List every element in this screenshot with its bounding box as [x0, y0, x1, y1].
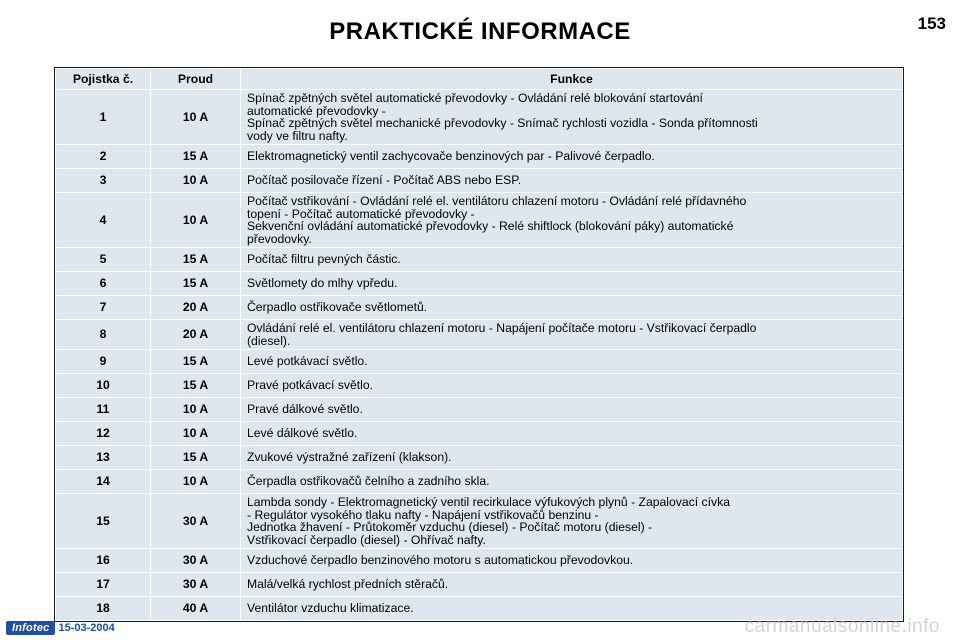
header-function: Funkce — [241, 69, 903, 90]
function-line: Jednotka žhavení - Průtokoměr vzduchu (diesel) - Počítač motoru (diesel) - — [247, 520, 653, 534]
fuse-current: 15 A — [151, 272, 241, 296]
fuse-number: 7 — [56, 296, 151, 320]
table-header-row — [56, 69, 903, 90]
page-title: PRAKTICKÉ INFORMACE — [329, 18, 631, 45]
table-row — [56, 350, 903, 374]
function-line: Levé potkávací světlo. — [247, 354, 368, 369]
fuse-number: 6 — [56, 272, 151, 296]
fuse-number: 18 — [56, 597, 151, 621]
fuse-number: 14 — [56, 470, 151, 494]
table-row — [56, 573, 903, 597]
fuse-number: 8 — [56, 320, 151, 350]
print-date: 15-03-2004 — [58, 622, 115, 634]
fuse-current: 10 A — [151, 90, 241, 145]
fuse-table — [55, 68, 903, 621]
fuse-number: 1 — [56, 90, 151, 145]
fuse-number: 17 — [56, 573, 151, 597]
fuse-current: 10 A — [151, 470, 241, 494]
table-row — [56, 320, 903, 350]
fuse-current: 15 A — [151, 446, 241, 470]
function-line: topení - Počítač automatické převodovky - — [247, 206, 475, 221]
function-line: Vstřikovací čerpadlo (diesel) - Ohřívač nafty. — [247, 532, 486, 547]
function-line: Zvukové výstražné zařízení (klakson). — [247, 450, 452, 465]
function-line: vody ve filtru nafty. — [247, 128, 348, 143]
function-line: Spínač zpětných světel mechanické převodovky - Snímač rychlosti vozidla - Sonda přítomnosti — [247, 116, 758, 130]
fuse-number: 16 — [56, 549, 151, 573]
fuse-table-container — [55, 68, 903, 621]
function-line: Pravé dálkové světlo. — [247, 402, 363, 417]
function-line: Počítač filtru pevných částic. — [247, 252, 401, 267]
fuse-current: 10 A — [151, 398, 241, 422]
function-line: Sekvenční ovládání automatické převodovky - Relé shiftlock (blokování páky) automatické — [247, 219, 734, 233]
function-line: Vzduchové čerpadlo benzinového motoru s automatickou převodovkou. — [247, 553, 634, 568]
fuse-current: 20 A — [151, 320, 241, 350]
fuse-current: 40 A — [151, 597, 241, 621]
fuse-current: 15 A — [151, 248, 241, 272]
fuse-number: 15 — [56, 494, 151, 549]
fuse-number: 11 — [56, 398, 151, 422]
table-row — [56, 193, 903, 248]
function-line: Pravé potkávací světlo. — [247, 378, 373, 393]
fuse-function — [241, 446, 903, 470]
table-row — [56, 494, 903, 549]
table-row — [56, 374, 903, 398]
fuse-current: 30 A — [151, 494, 241, 549]
table-row — [56, 446, 903, 470]
fuse-current: 15 A — [151, 350, 241, 374]
function-line: Ventilátor vzduchu klimatizace. — [247, 601, 414, 616]
function-line: Čerpadla ostřikovačů čelního a zadního skla. — [247, 474, 490, 489]
fuse-number: 13 — [56, 446, 151, 470]
table-row — [56, 296, 903, 320]
fuse-function — [241, 248, 903, 272]
fuse-function — [241, 169, 903, 193]
fuse-number: 3 — [56, 169, 151, 193]
fuse-function — [241, 549, 903, 573]
fuse-current: 15 A — [151, 374, 241, 398]
function-line: Lambda sondy - Elektromagnetický ventil recirkulace výfukových plynů - Zapalovací cívka — [247, 495, 730, 509]
function-line: automatické převodovky - — [247, 103, 386, 118]
header-fuse-number: Pojistka č. — [56, 69, 151, 90]
table-row — [56, 145, 903, 169]
fuse-function — [241, 90, 903, 145]
function-line: Čerpadlo ostřikovače světlometů. — [247, 300, 428, 315]
function-line: Levé dálkové světlo. — [247, 426, 358, 441]
fuse-current: 30 A — [151, 573, 241, 597]
table-row — [56, 272, 903, 296]
function-line: - Regulátor vysokého tlaku nafty - Napájení vstřikovačů benzinu - — [247, 507, 599, 522]
fuse-function — [241, 470, 903, 494]
fuse-number: 9 — [56, 350, 151, 374]
fuse-current: 10 A — [151, 193, 241, 248]
function-line: Spínač zpětných světel automatické převodovky - Ovládání relé blokování startování — [247, 91, 703, 105]
fuse-function — [241, 272, 903, 296]
footer — [6, 621, 115, 635]
table-row — [56, 549, 903, 573]
fuse-current: 10 A — [151, 422, 241, 446]
fuse-function — [241, 296, 903, 320]
fuse-function — [241, 350, 903, 374]
function-line: Elektromagnetický ventil zachycovače benzinových par - Palivové čerpadlo. — [247, 149, 655, 164]
fuse-current: 10 A — [151, 169, 241, 193]
fuse-function — [241, 573, 903, 597]
fuse-function — [241, 494, 903, 549]
watermark: carmanualsonline.info — [744, 616, 940, 637]
fuse-function — [241, 398, 903, 422]
function-line: (diesel). — [247, 333, 291, 348]
fuse-function — [241, 422, 903, 446]
function-line: Počítač vstřikování - Ovládání relé el. ventilátoru chlazení motoru - Ovládání relé přídavného — [247, 194, 747, 208]
table-row — [56, 398, 903, 422]
table-body — [56, 90, 903, 621]
fuse-current: 30 A — [151, 549, 241, 573]
function-line: Malá/velká rychlost předních stěračů. — [247, 577, 449, 592]
function-line: Světlomety do mlhy vpředu. — [247, 276, 398, 291]
fuse-function — [241, 320, 903, 350]
fuse-number: 2 — [56, 145, 151, 169]
table-row — [56, 248, 903, 272]
infotec-logo: Infotec — [6, 621, 55, 635]
function-line: Počítač posilovače řízení - Počítač ABS nebo ESP. — [247, 173, 522, 188]
function-line: převodovky. — [247, 231, 312, 246]
fuse-current: 20 A — [151, 296, 241, 320]
fuse-number: 4 — [56, 193, 151, 248]
header-current: Proud — [151, 69, 241, 90]
fuse-current: 15 A — [151, 145, 241, 169]
fuse-number: 10 — [56, 374, 151, 398]
table-row — [56, 422, 903, 446]
function-line: Ovládání relé el. ventilátoru chlazení motoru - Napájení počítače motoru - Vstřikovací čerpadlo — [247, 321, 757, 335]
page-number: 153 — [917, 14, 946, 33]
fuse-function — [241, 374, 903, 398]
table-row — [56, 169, 903, 193]
table-row — [56, 470, 903, 494]
table-row — [56, 90, 903, 145]
fuse-function — [241, 145, 903, 169]
fuse-function — [241, 193, 903, 248]
fuse-number: 5 — [56, 248, 151, 272]
fuse-number: 12 — [56, 422, 151, 446]
